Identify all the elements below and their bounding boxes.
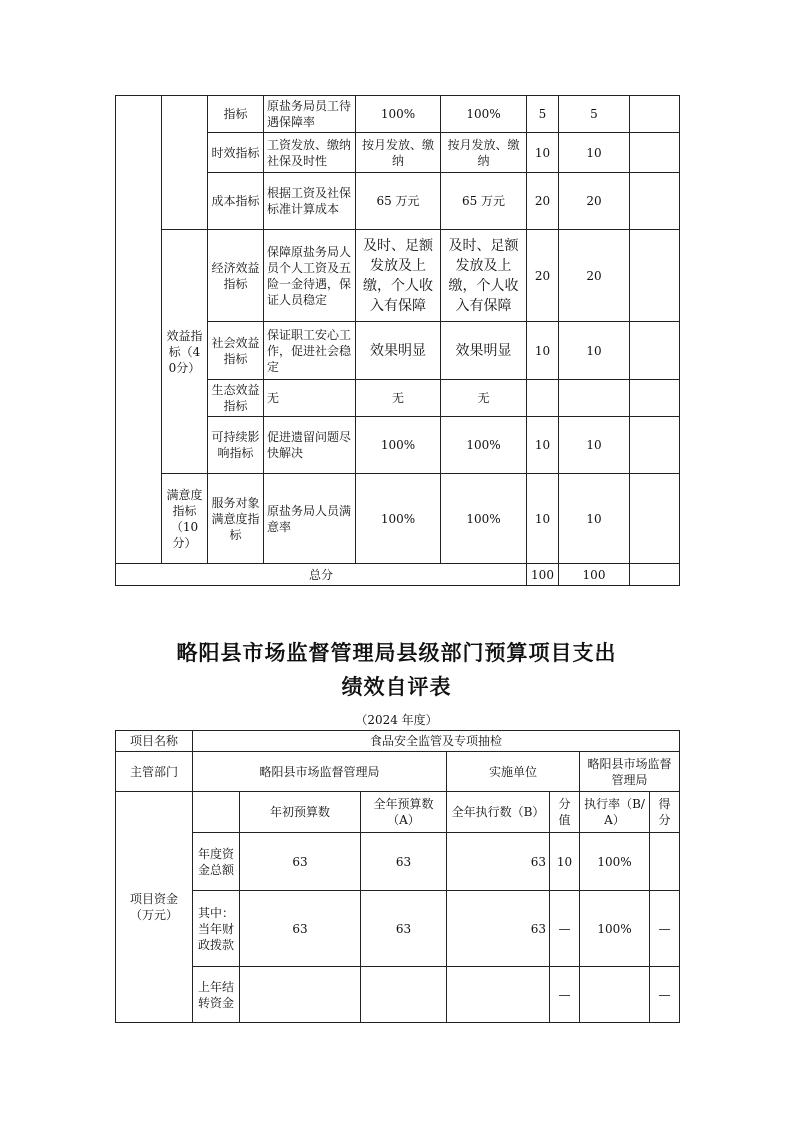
initial-value (240, 967, 361, 1023)
project-name-row (116, 731, 680, 752)
score: 10 (559, 322, 630, 380)
remark (630, 230, 680, 322)
target-value: 及时、足额发放及上缴，个人收入有保障 (356, 230, 441, 322)
annual-value: 63 (361, 833, 447, 891)
target-value: 100% (356, 96, 441, 133)
total-weight: 100 (527, 564, 559, 586)
score-value: — (650, 891, 680, 967)
weight: 10 (527, 417, 559, 474)
indicator-content: 保障原盐务局人员个人工资及五险一金待遇，保证人员稳定 (264, 230, 356, 322)
page-title: 略阳县市场监督管理局县级部门预算项目支出 (176, 641, 617, 665)
budget-self-evaluation-table (115, 730, 680, 1023)
weight-value: — (550, 967, 580, 1023)
actual-value: 效果明显 (441, 322, 527, 380)
remark (630, 474, 680, 564)
row-label: 其中：当年财政拨款 (193, 891, 240, 967)
remark (630, 380, 680, 417)
table-row (116, 967, 680, 1023)
indicator-category: 效益指标（40分） (162, 230, 208, 474)
indicator-type: 社会效益指标 (208, 322, 264, 380)
rate-value: 100% (580, 891, 650, 967)
score: 20 (559, 173, 630, 230)
weight: 20 (527, 230, 559, 322)
target-value: 按月发放、缴纳 (356, 133, 441, 173)
actual-value: 按月发放、缴纳 (441, 133, 527, 173)
total-label: 总分 (116, 564, 527, 586)
impl-value: 略阳县市场监督管理局 (580, 752, 680, 792)
target-value: 100% (356, 474, 441, 564)
target-value: 65 万元 (356, 173, 441, 230)
indicator-type: 经济效益指标 (208, 230, 264, 322)
actual-value: 无 (441, 380, 527, 417)
performance-indicator-table (115, 95, 680, 586)
weight: 20 (527, 173, 559, 230)
total-row (116, 564, 680, 586)
weight (527, 380, 559, 417)
remark (630, 564, 680, 586)
indicator-type: 服务对象满意度指标 (208, 474, 264, 564)
total-score: 100 (559, 564, 630, 586)
funds-header-row (116, 792, 680, 833)
score: 10 (559, 417, 630, 474)
indicator-content: 原盐务局员工待遇保障率 (264, 96, 356, 133)
indicator-content: 工资发放、缴纳社保及时性 (264, 133, 356, 173)
initial-value: 63 (240, 891, 361, 967)
header-initial: 年初预算数 (240, 792, 361, 833)
header-rate: 执行率（B/A） (580, 792, 650, 833)
header-executed: 全年执行数（B） (447, 792, 550, 833)
project-name: 食品安全监管及专项抽检 (193, 731, 680, 752)
rate-value (580, 967, 650, 1023)
header-score: 得分 (650, 792, 680, 833)
remark (630, 322, 680, 380)
weight: 5 (527, 96, 559, 133)
indicator-content: 原盐务局人员满意率 (264, 474, 356, 564)
weight: 10 (527, 322, 559, 380)
actual-value: 100% (441, 474, 527, 564)
row-label: 年度资金总额 (193, 833, 240, 891)
department-row (116, 752, 680, 792)
weight-value: 10 (550, 833, 580, 891)
score: 5 (559, 96, 630, 133)
annual-value: 63 (361, 891, 447, 967)
actual-value: 65 万元 (441, 173, 527, 230)
table-row (116, 833, 680, 891)
actual-value: 及时、足额发放及上缴，个人收入有保障 (441, 230, 527, 322)
indicator-content: 无 (264, 380, 356, 417)
page-subtitle: 绩效自评表 (341, 675, 452, 699)
score-value: — (650, 967, 680, 1023)
remark (630, 173, 680, 230)
annual-value (361, 967, 447, 1023)
row-label: 上年结转资金 (193, 967, 240, 1023)
score: 10 (559, 474, 630, 564)
table-row (116, 474, 680, 564)
target-value: 无 (356, 380, 441, 417)
indicator-type: 时效指标 (208, 133, 264, 173)
actual-value: 100% (441, 96, 527, 133)
table-row (116, 96, 680, 133)
initial-value: 63 (240, 833, 361, 891)
executed-value: 63 (447, 891, 550, 967)
impl-label: 实施单位 (447, 752, 580, 792)
target-value: 效果明显 (356, 322, 441, 380)
target-value: 100% (356, 417, 441, 474)
indicator-content: 根据工资及社保标准计算成本 (264, 173, 356, 230)
indicator-type: 可持续影响指标 (208, 417, 264, 474)
rate-value: 100% (580, 833, 650, 891)
project-name-label: 项目名称 (116, 731, 193, 752)
score-value (650, 833, 680, 891)
indicator-category: 满意度指标（10分） (162, 474, 208, 564)
executed-value (447, 967, 550, 1023)
weight-value: — (550, 891, 580, 967)
indicator-content: 保证职工安心工作，促进社会稳定 (264, 322, 356, 380)
score: 10 (559, 133, 630, 173)
indicator-type: 指标 (208, 96, 264, 133)
weight: 10 (527, 474, 559, 564)
actual-value: 100% (441, 417, 527, 474)
indicator-content: 促进遗留问题尽快解决 (264, 417, 356, 474)
remark (630, 417, 680, 474)
score: 20 (559, 230, 630, 322)
remark (630, 133, 680, 173)
executed-value: 63 (447, 833, 550, 891)
dept-value: 略阳县市场监督管理局 (193, 752, 447, 792)
indicator-type: 生态效益指标 (208, 380, 264, 417)
dept-label: 主管部门 (116, 752, 193, 792)
score (559, 380, 630, 417)
table-row (116, 891, 680, 967)
remark (630, 96, 680, 133)
funds-label: 项目资金（万元） (116, 792, 193, 1023)
year-label: （2024 年度） (355, 713, 438, 727)
indicator-type: 成本指标 (208, 173, 264, 230)
header-weight: 分值 (550, 792, 580, 833)
header-annual: 全年预算数（A） (361, 792, 447, 833)
weight: 10 (527, 133, 559, 173)
table-row (116, 230, 680, 322)
